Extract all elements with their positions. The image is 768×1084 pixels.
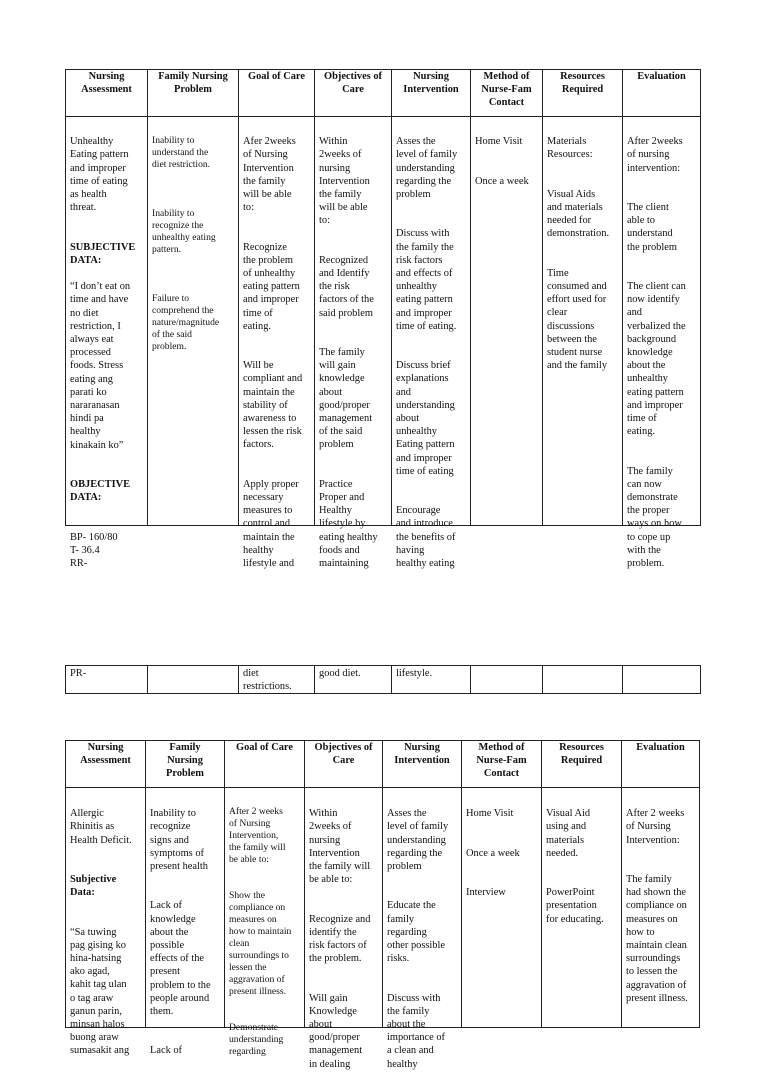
method-item: Interview <box>466 887 506 899</box>
header-method-of-contact: Method of Nurse-Fam Contact <box>481 71 532 109</box>
evaluation-cell <box>623 117 700 570</box>
goal-cell <box>239 117 314 570</box>
header-nursing-intervention: Nursing Intervention <box>403 71 459 96</box>
header-evaluation: Evaluation <box>636 742 685 753</box>
intervention-cell <box>392 117 470 570</box>
objective-data-vitals: BP- 160/80 T- 36.4 RR- <box>70 531 118 570</box>
family-problem-cell <box>146 788 224 1057</box>
objective-item: Recognized and Identify the risk factors of the said problem <box>319 254 374 319</box>
header-objectives-of-care: Objectives of Care <box>314 742 373 767</box>
method-cell <box>471 117 542 524</box>
family-problem-continuation <box>148 666 238 667</box>
goal-item: Recognize the problem of unhealthy eating pattern and improper time of eating. <box>243 241 300 332</box>
subjective-data-quote: “I don’t eat on time and have no diet restriction, I always eat processed foods. Stress eating ang parati ko nararanasan hindi pa healthy kinakain ko” <box>70 281 131 451</box>
resource-item: PowerPoint presentation for educating. <box>546 887 604 925</box>
family-problem-item: Inability to recognize the unhealthy eating pattern. <box>152 208 216 255</box>
resources-continuation <box>543 666 622 667</box>
header-resources-required: Resources Required <box>559 742 604 767</box>
evaluation-item: After 2weeks of nursing intervention: <box>627 136 683 174</box>
intervention-item: Asses the level of family understanding regarding the problem <box>396 136 458 201</box>
objective-item: Within 2weeks of nursing Intervention the family will be able to: <box>319 136 370 227</box>
goal-item: Demonstrate understanding regarding <box>229 1022 284 1057</box>
method-item: Home Visit <box>475 136 523 148</box>
method-cell <box>462 788 541 1026</box>
evaluation-item: The client can now identify and verbalized the background knowledge about the unhealthy eating pattern and improper time of eating. <box>627 281 686 438</box>
subjective-data-quote: “Sa tuwing pag gising ko hina-hatsing ako agad, kahit tag ulan o tag araw ganun parin, minsan halos buong araw sumasakit ang <box>70 926 130 1057</box>
family-problem-item: Inability to recognize signs and symptoms of present health <box>150 808 208 873</box>
objective-item: Recognize and identify the risk factors of the problem. <box>309 913 371 965</box>
goal-item: After 2 weeks of Nursing Intervention, the family will be able to: <box>229 806 286 865</box>
family-problem-item: Failure to comprehend the nature/magnitude of the said problem. <box>152 293 220 352</box>
resource-item: Materials Resources: <box>547 136 593 161</box>
objective-item: Will gain Knowledge about good/proper management in dealing <box>309 992 363 1070</box>
method-item: Once a week <box>466 847 520 859</box>
assessment-cell <box>66 788 145 1057</box>
goal-item: Apply proper necessary measures to control and maintain the healthy lifestyle and <box>243 478 299 570</box>
header-family-nursing-problem: Family Nursing Problem <box>158 71 228 96</box>
evaluation-item: After 2 weeks of Nursing Intervention: <box>626 808 685 846</box>
goal-cell <box>225 788 304 1057</box>
resources-cell <box>542 788 621 1026</box>
header-goal-of-care: Goal of Care <box>236 742 293 753</box>
family-problem-item: Inability to understand the diet restriction. <box>152 135 211 170</box>
assessment-problem-statement: Allergic Rhinitis as Health Deficit. <box>70 808 132 846</box>
header-goal-of-care: Goal of Care <box>248 71 305 82</box>
intervention-item: Educate the family regarding other possible risks. <box>387 900 446 965</box>
subjective-data-label: Subjective Data: <box>70 874 117 899</box>
evaluation-item: The client able to understand the problem <box>627 202 677 253</box>
family-problem-cell <box>148 117 238 525</box>
method-item: Home Visit <box>466 808 514 820</box>
goal-item: Will be compliant and maintain the stability of awareness to lessen the risk factors. <box>243 360 303 451</box>
header-evaluation: Evaluation <box>637 71 686 82</box>
objective-item: Within 2weeks of nursing Intervention the family will be able to: <box>309 808 371 886</box>
goal-item: Show the compliance on measures on how to maintain clean surroundings to lessen the aggravation of present illness. <box>229 890 292 997</box>
intervention-item: Asses the level of family understanding regarding the problem <box>387 808 449 873</box>
goal-continuation: diet restrictions. <box>243 668 292 693</box>
resources-cell <box>543 117 622 524</box>
evaluation-item: The family had shown the compliance on measures on how to maintain clean surroundings to lessen the aggravation of present illness. <box>626 874 688 1004</box>
care-plan-table-2 <box>65 740 700 1070</box>
objectives-cell <box>305 788 382 1070</box>
resource-item: Visual Aid using and materials needed. <box>546 808 591 859</box>
header-nursing-intervention: Nursing Intervention <box>394 742 450 767</box>
header-family-nursing-problem: Family Nursing Problem <box>166 742 204 780</box>
care-plan-table-1 <box>65 69 701 570</box>
family-problem-item: Lack of knowledge about the possible effects of the present problem to the people around them. <box>150 900 211 1018</box>
evaluation-continuation <box>623 666 700 667</box>
header-method-of-contact: Method of Nurse-Fam Contact <box>476 742 527 780</box>
objectives-continuation: good diet. <box>319 668 361 679</box>
resource-item: Time consumed and effort used for clear discussions between the student nurse and the family <box>547 267 608 372</box>
intervention-item: Discuss with the family about the importance of a clean and healthy <box>387 992 445 1070</box>
header-nursing-assessment: Nursing Assessment <box>81 71 132 96</box>
objectives-cell <box>315 117 391 570</box>
care-plan-table-continuation <box>65 665 701 694</box>
intervention-continuation: lifestyle. <box>396 668 433 679</box>
header-objectives-of-care: Objectives of Care <box>324 71 382 96</box>
resource-item: Visual Aids and materials needed for demonstration. <box>547 188 610 240</box>
family-problem-item: Lack of <box>150 1045 183 1057</box>
intervention-item: Discuss brief explanations and understanding about unhealthy Eating pattern and improper time of eating <box>396 360 455 477</box>
header-nursing-assessment: Nursing Assessment <box>80 742 131 767</box>
method-item: Once a week <box>475 175 529 187</box>
assessment-problem-statement: Unhealthy Eating pattern and improper time of eating as health threat. <box>70 136 129 214</box>
evaluation-item: The family can now demonstrate the proper ways on how to cope up with the problem. <box>627 465 682 570</box>
header-resources-required: Resources Required <box>560 71 605 96</box>
intervention-item: Encourage and introduce the benefits of having healthy eating <box>396 505 456 570</box>
method-continuation <box>471 666 542 667</box>
assessment-continuation: PR- <box>70 668 87 679</box>
subjective-data-label: SUBJECTIVE DATA: <box>70 241 136 266</box>
goal-item: Afer 2weeks of Nursing Intervention the family will be able to: <box>243 136 296 214</box>
objective-item: Practice Proper and Healthy lifestyle by eating healthy foods and maintaining <box>319 478 378 570</box>
intervention-cell <box>383 788 461 1070</box>
objective-item: The family will gain knowledge about good/proper management of the said problem <box>319 347 373 451</box>
assessment-cell <box>66 117 147 570</box>
intervention-item: Discuss with the family the risk factors and effects of unhealthy eating pattern and improper time of eating. <box>396 228 457 332</box>
objective-data-label: OBJECTIVE DATA: <box>70 479 131 504</box>
evaluation-cell <box>622 788 699 1026</box>
